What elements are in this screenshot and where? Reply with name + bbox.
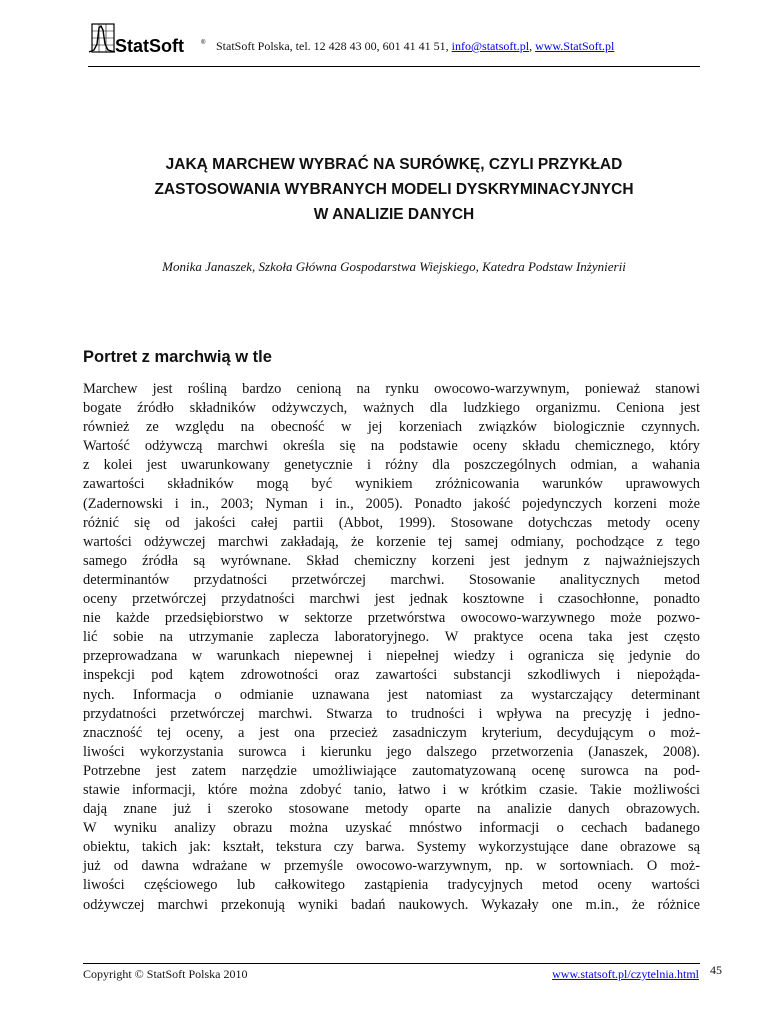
- body-line: różnić się od jakości całej partii (Abbot, 1999). Stosowane dotychczas metody oceny: [83, 514, 700, 531]
- body-line: z kolei jest uwarunkowany genetycznie i różny dla poszczególnych odmian, a wahania: [83, 457, 700, 474]
- contact-info: [216, 39, 614, 54]
- email-link[interactable]: info@statsoft.pl: [451, 39, 530, 53]
- body-line: nie każde przedsiębiorstwo w sektorze przetwórstwa owocowo-warzywnego może pozwo-: [83, 610, 700, 627]
- body-line: znaczność tej oceny, a jest ona przecież zasadniczym kryterium, decydującym o moż-: [83, 724, 700, 741]
- body-line: liwości wykorzystania surowca i kierunku jego dalszego przetworzenia (Janaszek, 2008).: [83, 743, 700, 760]
- contact-separator: ,: [529, 39, 536, 53]
- title-line-1: JAKĄ MARCHEW WYBRAĆ NA SURÓWKĘ, CZYLI PRZYKŁAD: [165, 156, 623, 173]
- body-line: determinantów przydatności przetwórczej marchwi. Stosowanie analitycznych metod: [83, 571, 700, 588]
- page-number: 45: [710, 963, 722, 977]
- body-line: inspekcji pod kątem zdrowotności oraz zawartości substancji szkodliwych i niepożąda-: [83, 667, 700, 684]
- author-line: Monika Janaszek, Szkoła Główna Gospodarstwa Wiejskiego, Katedra Podstaw Inżynierii: [162, 259, 626, 274]
- body-line: Potrzebne jest zatem narzędzie umożliwiające zautomatyzowaną ocenę surowca na pod-: [83, 762, 700, 779]
- body-line: już od dawna wdrażane w przemyśle owocowo-warzywnym, np. w sortowniach. O moż-: [83, 858, 700, 875]
- body-text: [83, 380, 700, 915]
- body-line: dają znane już i szeroko stosowane metody oparte na analizie danych obrazowych.: [83, 801, 700, 818]
- contact-text: StatSoft Polska, tel. 12 428 43 00, 601 41 41 51,: [216, 39, 452, 53]
- body-line: Marchew jest rośliną bardzo cenioną na rynku owocowo-warzywnym, ponieważ stanowi: [83, 381, 700, 397]
- body-line: przeprowadzana w warunkach niepewnej i niepełnej wiedzy i ogranicza się jedynie do: [83, 648, 700, 665]
- body-line: W wyniku analizy obrazu można uzyskać mnóstwo informacji o cechach badanego: [83, 820, 700, 837]
- body-line: przydatności przetwórczej marchwi. Stwarza to trudności i wpływa na precyzję i jedno-: [83, 705, 700, 722]
- footer-divider: [83, 963, 700, 964]
- footer-link[interactable]: www.statsoft.pl/czytelnia.html: [552, 967, 699, 981]
- website-link[interactable]: www.StatSoft.pl: [535, 39, 615, 53]
- body-line: wartości odżywczej marchwi zakładają, że korzenie tej samej odmiany, pochodzące z tego: [83, 533, 700, 550]
- title-line-2: ZASTOSOWANIA WYBRANYCH MODELI DYSKRYMINACYJNYCH: [154, 181, 634, 198]
- copyright-text: Copyright © StatSoft Polska 2010: [83, 967, 248, 981]
- body-line: liwości częściowego lub całkowitego zastąpienia tradycyjnych metod oceny wartości: [83, 877, 700, 894]
- title-line-3: W ANALIZIE DANYCH: [313, 206, 475, 223]
- article-title: [88, 152, 700, 227]
- section-heading: Portret z marchwią w tle: [83, 348, 272, 366]
- body-line: Wartość odżywczą marchwi określa się na podstawie oceny składu chemicznego, który: [83, 438, 700, 455]
- svg-text:StatSoft: StatSoft: [115, 36, 184, 56]
- body-line: (Zadernowski i in., 2003; Nyman i in., 2005). Ponadto jakość pojedynczych korzeni może: [83, 495, 700, 512]
- body-line: również ze względu na obecność w jej korzeniach związków biologicznie czynnych.: [83, 419, 700, 436]
- body-line: nych. Informacja o odmianie uznawana jest natomiast za wystarczający determinant: [83, 686, 700, 703]
- body-line: odżywczej marchwi przekonują wyniki badań naukowych. Wykazały one m.in., że różnice: [83, 896, 700, 913]
- body-line: bogate źródło składników odżywczych, ważnych dla ludzkiego organizmu. Ceniona jest: [83, 400, 700, 417]
- statsoft-logo: [88, 22, 210, 62]
- body-line: stawie informacji, które można zdobyć tanio, łatwo i w krótkim czasie. Takie możliwości: [83, 781, 700, 798]
- body-line: lić sobie na utrzymanie zaplecza laboratoryjnego. W praktyce ocena taka jest często: [83, 629, 700, 646]
- page-header: [88, 20, 700, 66]
- body-line: zawartości składników mogą być wynikiem zróżnicowania warunków uprawowych: [83, 476, 700, 493]
- svg-text:®: ®: [201, 40, 206, 46]
- body-line: oceny przetwórczej przydatności marchwi jest jednak kosztowne i czasochłonne, ponadto: [83, 591, 700, 608]
- body-line: obiektu, takich jak: kształt, tekstura czy barwa. Systemy wykorzystujące dane obrazowe są: [83, 839, 700, 856]
- header-divider: [88, 66, 700, 67]
- body-line: samego źródła są wyrównane. Skład chemiczny korzeni jest jednym z najważniejszych: [83, 552, 700, 569]
